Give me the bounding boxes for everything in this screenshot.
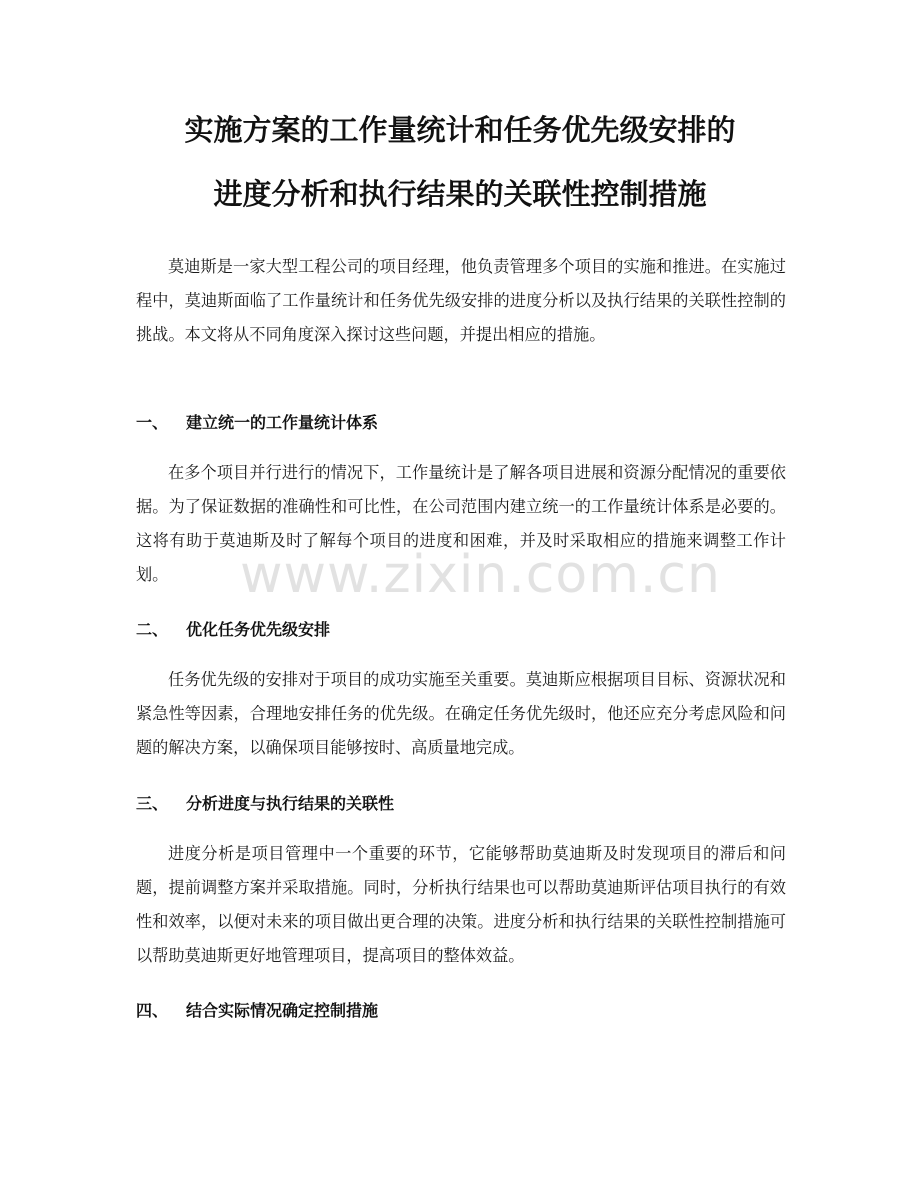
section-heading-text-3: 分析进度与执行结果的关联性	[186, 794, 395, 813]
section-number-1: 一、	[136, 413, 169, 432]
section-heading-text-1: 建立统一的工作量统计体系	[186, 413, 379, 432]
document-title-line-1: 实施方案的工作量统计和任务优先级安排的	[184, 113, 736, 147]
section-heading-3	[136, 791, 786, 817]
section-heading-text-4: 结合实际情况确定控制措施	[186, 1001, 379, 1020]
section-heading-4	[136, 998, 786, 1024]
section-body-3: 进度分析是项目管理中一个重要的环节，它能够帮助莫迪斯及时发现项目的滞后和问题，提前调整方案并采取措施。同时，分析执行结果也可以帮助莫迪斯评估项目执行的有效性和效率，以便对未来的项目做出更合理的决策。进度分析和执行结果的关联性控制措施可以帮助莫迪斯更好地管理项目，提高项目的整体效益。	[136, 844, 786, 965]
section-heading-text-2: 优化任务优先级安排	[186, 620, 331, 639]
section-heading-2	[136, 617, 786, 643]
section-heading-1	[136, 410, 786, 436]
section-number-2: 二、	[136, 620, 169, 639]
section-number-3: 三、	[136, 794, 169, 813]
section-body-1: 在多个项目并行进行的情况下，工作量统计是了解各项目进展和资源分配情况的重要依据。为了保证数据的准确性和可比性，在公司范围内建立统一的工作量统计体系是必要的。这将有助于莫迪斯及时了解每个项目的进度和困难，并及时采取相应的措施来调整工作计划。	[136, 463, 786, 584]
section-body-2: 任务优先级的安排对于项目的成功实施至关重要。莫迪斯应根据项目目标、资源状况和紧急性等因素，合理地安排任务的优先级。在确定任务优先级时，他还应充分考虑风险和问题的解决方案，以确保项目能够按时、高质量地完成。	[136, 670, 786, 757]
document-title-line-2: 进度分析和执行结果的关联性控制措施	[213, 177, 707, 211]
intro-paragraph: 莫迪斯是一家大型工程公司的项目经理，他负责管理多个项目的实施和推进。在实施过程中，莫迪斯面临了工作量统计和任务优先级安排的进度分析以及执行结果的关联性控制的挑战。本文将从不同角度深入探讨这些问题，并提出相应的措施。	[136, 257, 786, 344]
watermark-text: www.zixin.com.cn	[240, 545, 721, 605]
section-number-4: 四、	[136, 1001, 169, 1020]
